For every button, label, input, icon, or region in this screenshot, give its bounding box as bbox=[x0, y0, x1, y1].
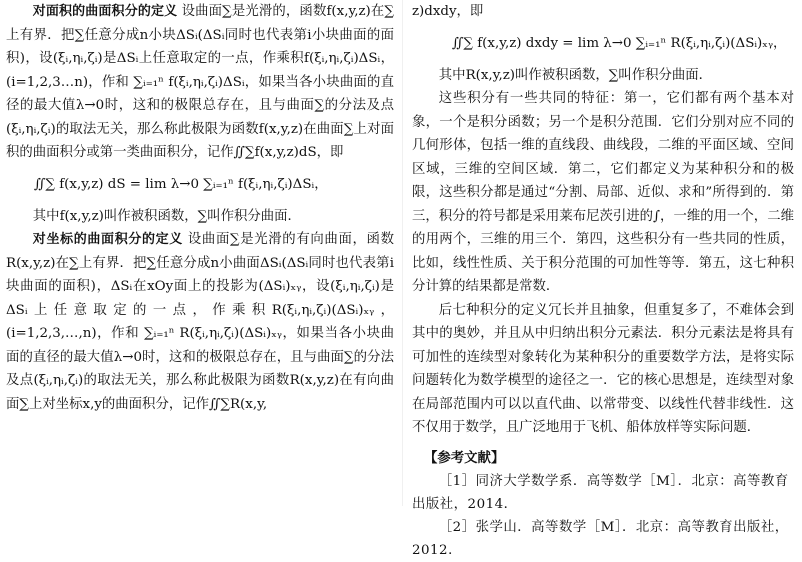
right-column bbox=[412, 0, 794, 558]
reference-item: ［1］同济大学数学系．高等数学［M］．北京：高等教育出版社，2014． bbox=[412, 473, 789, 512]
equation-area-integral: ∬∑ f(x,y,z) dS = lim λ→0 ∑ᵢ₌₁ⁿ f(ξᵢ,ηᵢ,ζᵢ)ΔSᵢ， bbox=[34, 176, 328, 192]
reference-item: ［2］张学山．高等数学［M］．北京：高等教育出版社，2012． bbox=[412, 519, 789, 558]
coordinate-integral-continuation: z)dxdy，即 bbox=[412, 4, 484, 19]
area-integral-definition-text: 设曲面∑是光滑的，函数f(x,y,z)在∑上有界．把∑任意分成n小块ΔSᵢ(ΔSᵢ同时也代表第i小块曲面的面积)，设(ξᵢ,ηᵢ,ζᵢ)是ΔSᵢ上任意取定的一点，作乘积f(ξᵢ,ηᵢ,ζᵢ)ΔSᵢ，(i=1,2,3…n)，作和 ∑ᵢ₌₁ⁿ f(ξᵢ,ηᵢ,ζᵢ)ΔSᵢ，如果当各小块曲面的直径的最大值λ→0时，这和的极限总存在，且与曲面∑的分法及点(ξᵢ,ηᵢ,ζᵢ)的取法无关，那么称此极限为函数f(x,y,z)在曲面∑上对面积的曲面积分或第一类曲面积分，记作∬∑f(x,y,z)dS，即 bbox=[6, 4, 394, 160]
common-features-paragraph: 这些积分有一些共同的特征：第一，它们都有两个基本对象，一个是积分函数；另一个是积分范围．它们分别对应不同的几何形体，包括一维的直线段、曲线段，二维的平面区域、空间区域，三维的空间区域．第二，它们都定义为某种积分和的极限，这些积分都是通过“分割、局部、近似、求和”所得到的．第三，积分的符号都是采用莱布尼茨引进的∫，一维的用一个，二维的用两个，三维的用三个．第四，这些积分有一些共同的性质，比如，线性性质、关于积分范围的可加性等等．第五，这七种积分计算的结果都是常数． bbox=[412, 91, 794, 294]
equation-coordinate-integral: ∬∑ f(x,y,z) dxdy = lim λ→0 ∑ᵢ₌₁ⁿ R(ξᵢ,ηᵢ,ζᵢ)(ΔSᵢ)ₓᵧ， bbox=[452, 35, 787, 51]
coordinate-integral-closing-text: 其中R(x,y,z)叫作被积函数，∑叫作积分曲面． bbox=[438, 67, 713, 83]
column-divider bbox=[402, 0, 403, 506]
section-heading-area-integral: 对面积的曲面积分的定义 bbox=[32, 4, 178, 19]
section-heading-coordinate-integral: 对坐标的曲面积分的定义 bbox=[32, 232, 183, 247]
coordinate-integral-definition-text: 设曲面∑是光滑的有向曲面，函数R(x,y,z)在∑上有界．把∑任意分成n小曲面ΔSᵢ(ΔSᵢ同时也代表第i块曲面的面积)，ΔSᵢ在xOy面上的投影为(ΔSᵢ)ₓᵧ，设(ξᵢ,ηᵢ,ζᵢ)是ΔSᵢ上任意取定的一点，作乘积R(ξᵢ,ηᵢ,ζᵢ)(ΔSᵢ)ₓᵧ，(i=1,2,3,…,n)，作和 ∑ᵢ₌₁ⁿ R(ξᵢ,ηᵢ,ζᵢ)(ΔSᵢ)ₓᵧ，如果当各小块曲面的直径的最大值λ→0时，这和的极限总存在，且与曲面∑的分法及点(ξᵢ,ηᵢ,ζᵢ)的取法无关，那么称此极限为函数R(x,y,z)在有向曲面∑上对坐标x,y的曲面积分，记作∬∑R(x,y, bbox=[6, 232, 394, 412]
surface-integral-first-kind-paragraph bbox=[6, 0, 394, 165]
references-heading: 【参考文献】 bbox=[424, 450, 505, 466]
surface-integral-second-kind-paragraph bbox=[6, 228, 394, 416]
area-integral-closing-text: 其中f(x,y,z)叫作被积函数，∑叫作积分曲面． bbox=[32, 208, 301, 224]
integral-element-method-paragraph: 后七种积分的定义冗长并且抽象，但重复多了，不难体会到其中的奥妙，并且从中归纳出积分元素法．积分元素法是将具有可加性的连续型对象转化为某种积分的重要数学方法，是将实际问题转化为数学模型的途径之一．它的核心思想是，连续型对象在局部范围内可以以直代曲、以常带变、以线性代替非线性．这不仅用于数学，且广泛地用于飞机、船体放样等实际问题． bbox=[412, 302, 794, 435]
left-column bbox=[6, 0, 394, 506]
